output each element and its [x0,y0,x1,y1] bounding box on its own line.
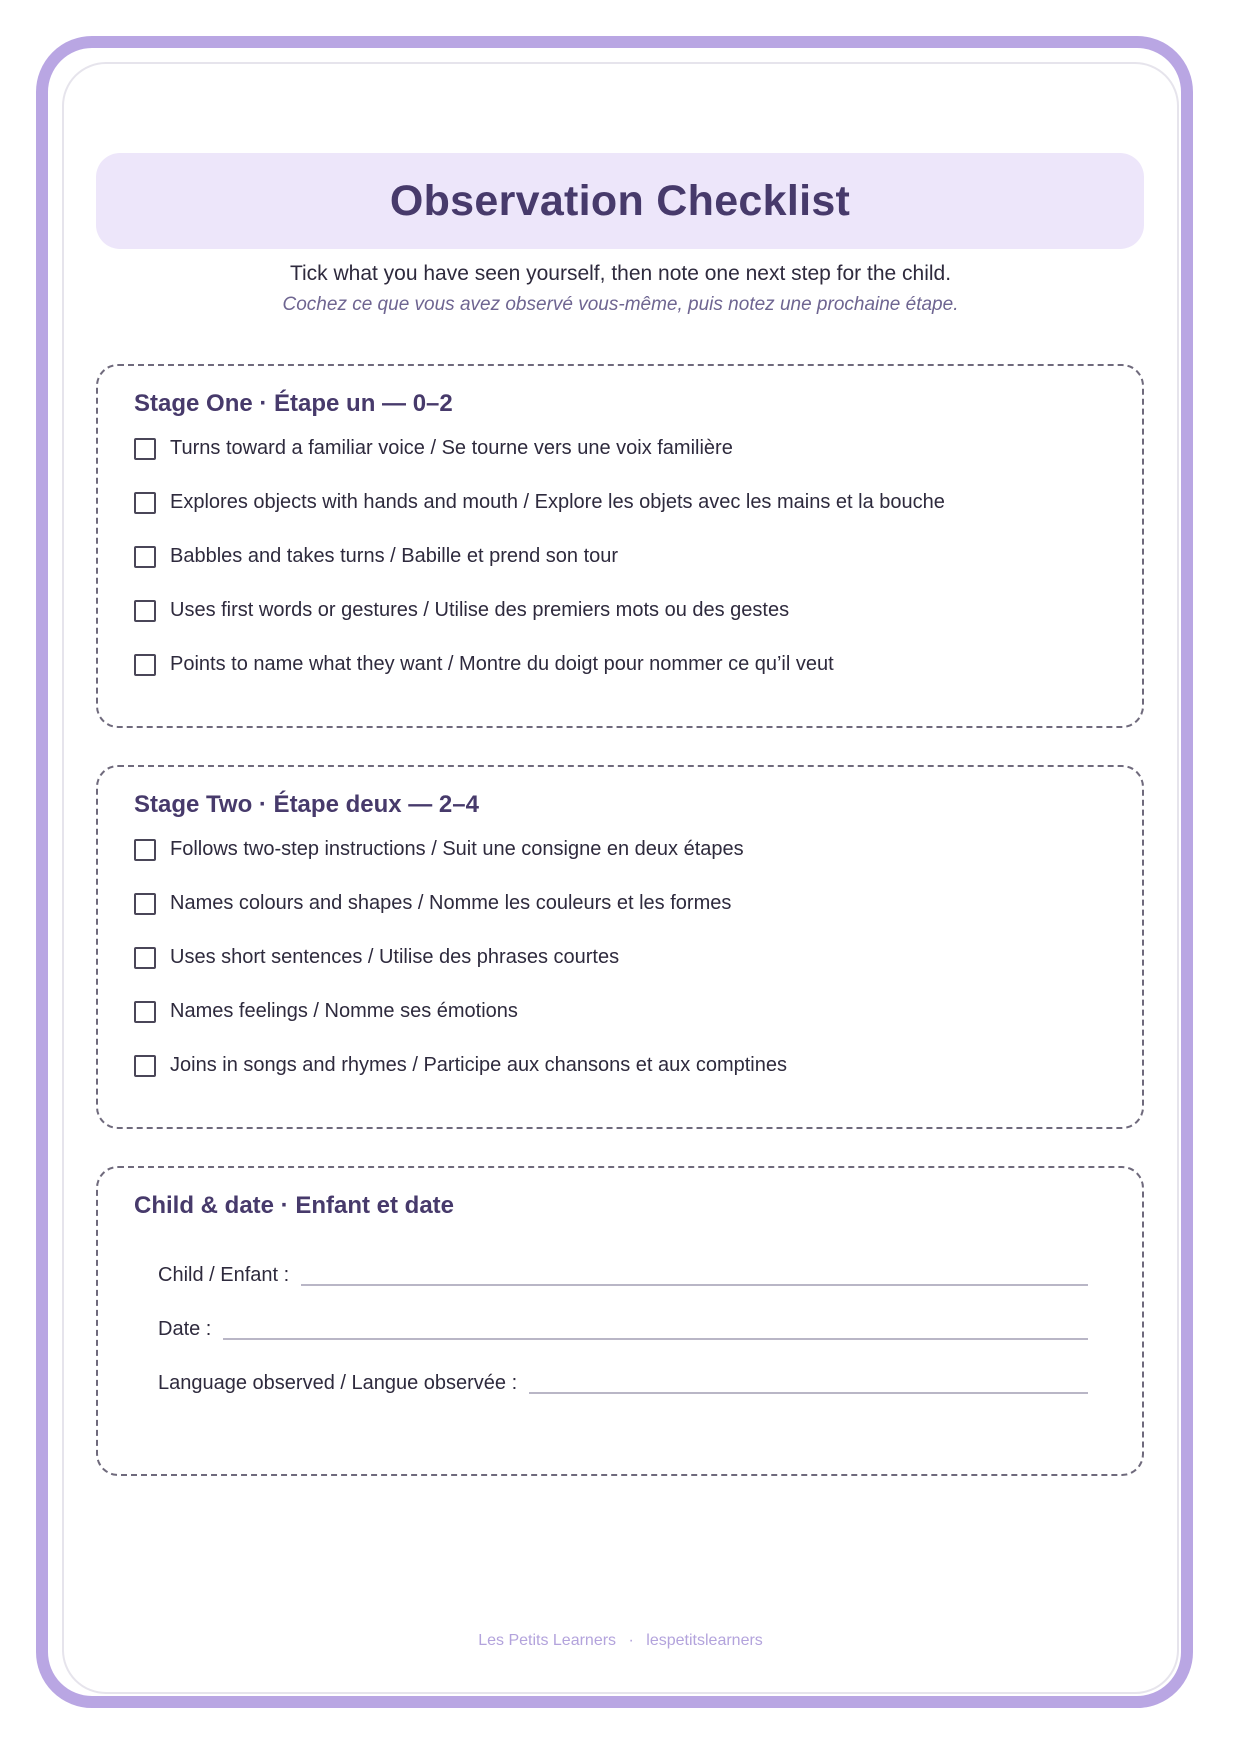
child-field [158,1234,1088,1288]
stage-two-section [96,765,1144,1129]
checklist-item-label: Explores objects with hands and mouth / Explore les objets avec les mains et la bouche [170,491,945,513]
checklist-item-label: Names colours and shapes / Nomme les couleurs et les formes [170,892,732,914]
checklist-item [134,999,787,1053]
checklist-item [134,837,787,891]
checkbox[interactable] [134,1055,156,1077]
checklist-item-label: Joins in songs and rhymes / Participe aux chansons et aux comptines [170,1054,787,1076]
checkbox[interactable] [134,947,156,969]
checkbox[interactable] [134,600,156,622]
footer-separator: · [628,1632,634,1649]
checklist-item [134,1053,787,1107]
intro-english: Tick what you have seen yourself, then note one next step for the child. [289,262,952,285]
footer-handle: lespetitslearners [646,1632,763,1649]
checklist-item [134,598,945,652]
intro-french: Cochez ce que vous avez observé vous-même, puis notez une prochaine étape. [282,294,959,315]
footer [0,1632,1241,1650]
checklist-item-label: Turns toward a familiar voice / Se tourne vers une voix familière [170,437,733,459]
checkbox[interactable] [134,492,156,514]
checkbox[interactable] [134,546,156,568]
checkbox[interactable] [134,893,156,915]
checkbox[interactable] [134,438,156,460]
stage-two-heading: Stage Two · Étape deux — 2–4 [134,791,479,818]
stage-one-checklist [134,436,945,706]
checklist-item [134,652,945,706]
page-title: Observation Checklist [389,176,851,225]
checklist-item-label: Uses first words or gestures / Utilise des premiers mots ou des gestes [170,599,790,621]
stage-one-heading: Stage One · Étape un — 0–2 [134,390,453,417]
title-banner [96,153,1144,249]
language-field [158,1342,1088,1396]
checklist-item [134,490,945,544]
checklist-item-label: Names feelings / Nomme ses émotions [170,1000,518,1022]
checklist-item-label: Babbles and takes turns / Babille et prend son tour [170,545,619,567]
checklist-item [134,436,945,490]
child-date-fields [158,1234,1088,1396]
footer-brand: Les Petits Learners [478,1632,617,1649]
language-field-label: Language observed / Langue observée : [158,1372,518,1394]
checklist-item-label: Follows two-step instructions / Suit une consigne en deux étapes [170,838,744,860]
checklist-item [134,544,945,598]
stage-one-section [96,364,1144,728]
stage-two-checklist [134,837,787,1107]
checkbox[interactable] [134,839,156,861]
checklist-item-label: Points to name what they want / Montre du doigt pour nommer ce qu’il veut [170,653,834,675]
date-field-label: Date : [158,1318,212,1340]
checkbox[interactable] [134,1001,156,1023]
child-date-heading: Child & date · Enfant et date [134,1192,455,1219]
checklist-item [134,945,787,999]
checklist-item-label: Uses short sentences / Utilise des phrases courtes [170,946,620,968]
checkbox[interactable] [134,654,156,676]
date-field [158,1288,1088,1342]
language-write-line[interactable] [529,1374,1088,1394]
child-field-label: Child / Enfant : [158,1264,290,1286]
child-date-section [96,1166,1144,1476]
checklist-item [134,891,787,945]
child-write-line[interactable] [301,1266,1088,1286]
date-write-line[interactable] [223,1320,1088,1340]
